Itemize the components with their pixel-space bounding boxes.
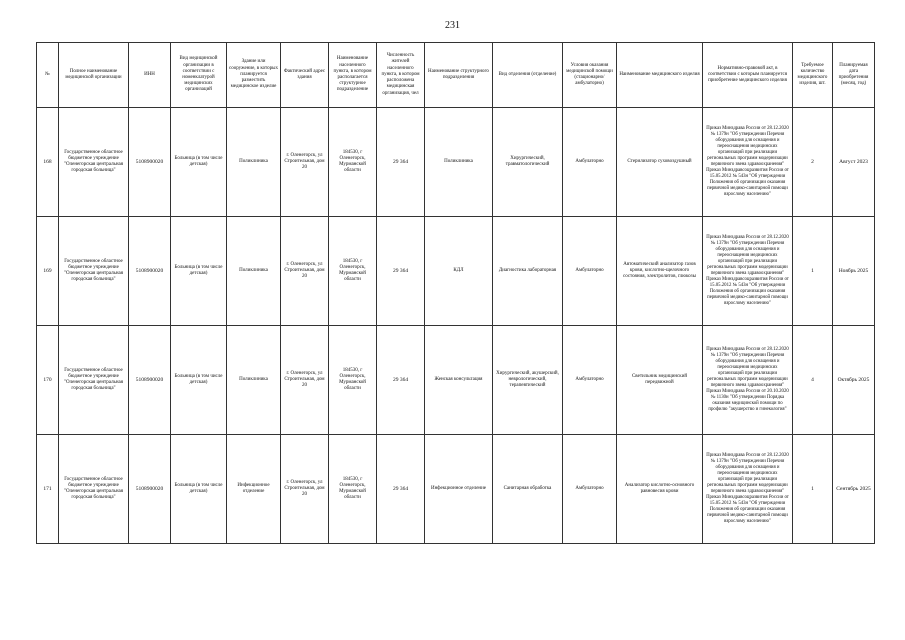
cell-address: г. Оленегорск, ул Строительная, дом 20 <box>281 217 329 326</box>
cell-address: г. Оленегорск, ул Строительная, дом 20 <box>281 435 329 544</box>
cell-device: Стерилизатор суховоздушный <box>617 108 703 217</box>
cell-conditions: Амбулаторно <box>563 108 617 217</box>
cell-qty: 1 <box>793 435 833 544</box>
cell-dept: Хирургический, травматологический <box>493 108 563 217</box>
table-row <box>37 108 875 217</box>
cell-basis: Приказ Минздрава России от 28.12.2020 № 1379н "Об утверждении Перечня оборудования для оснащения и переоснащения медицинских организаций при реализации региональных программ модернизации первичного звена здравоохранения" Приказ Минздравсоцразвития России от 15.05.2012 № 543н "Об утверждении Положения об организации оказания первичной медико-санитарной помощи взрослому населению" <box>703 217 793 326</box>
cell-building: Поликлиника <box>227 108 281 217</box>
cell-num: 170 <box>37 326 59 435</box>
header-conditions: Условия оказания медицинской помощи (стационарно/амбулаторно) <box>563 43 617 108</box>
cell-conditions: Амбулаторно <box>563 326 617 435</box>
cell-building: Поликлиника <box>227 326 281 435</box>
cell-inn: 5108900020 <box>129 108 171 217</box>
table-row <box>37 435 875 544</box>
cell-building: Инфекционное отделение <box>227 435 281 544</box>
cell-org: Государственное областное бюджетное учреждение "Оленегорская центральная городская больница" <box>59 326 129 435</box>
cell-org-type: Больница (в том числе детская) <box>171 435 227 544</box>
header-org: Полное наименование медицинской организации <box>59 43 129 108</box>
header-device: Наименование медицинского изделия <box>617 43 703 108</box>
header-address: Фактический адрес здания <box>281 43 329 108</box>
cell-population: 29 364 <box>377 326 425 435</box>
header-building: Здание или сооружение, в которых планируется разместить медицинское изделие <box>227 43 281 108</box>
cell-org: Государственное областное бюджетное учреждение "Оленегорская центральная городская больница" <box>59 435 129 544</box>
cell-inn: 5108900020 <box>129 217 171 326</box>
cell-qty: 4 <box>793 326 833 435</box>
cell-inn: 5108900020 <box>129 435 171 544</box>
cell-basis: Приказ Минздрава России от 28.12.2020 № 1379н "Об утверждении Перечня оборудования для оснащения и переоснащения медицинских организаций при реализации региональных программ модернизации первичного звена здравоохранения" Приказ Минздравсоцразвития России от 15.05.2012 № 543н "Об утверждении Положения об организации оказания первичной медико-санитарной помощи взрослому населению" <box>703 108 793 217</box>
header-population: Численность жителей населенного пункта, в котором расположена медицинская организация, чел <box>377 43 425 108</box>
header-num: № <box>37 43 59 108</box>
cell-unit: КДЛ <box>425 217 493 326</box>
table-row <box>37 217 875 326</box>
cell-conditions: Амбулаторно <box>563 435 617 544</box>
cell-unit: Поликлиника <box>425 108 493 217</box>
header-settlement: Наименование населенного пункта, в котором располагается структурное подразделение <box>329 43 377 108</box>
header-unit: Наименование структурного подразделения <box>425 43 493 108</box>
cell-population: 29 364 <box>377 435 425 544</box>
cell-qty: 2 <box>793 108 833 217</box>
header-row <box>37 43 875 108</box>
cell-settlement: 184530, г Оленегорск, Мурманской области <box>329 108 377 217</box>
cell-address: г. Оленегорск, ул Строительная, дом 20 <box>281 326 329 435</box>
cell-date: Октябрь 2025 <box>833 326 875 435</box>
cell-num: 171 <box>37 435 59 544</box>
cell-dept: Диагностика лабораторная <box>493 217 563 326</box>
cell-settlement: 184530, г Оленегорск, Мурманской области <box>329 435 377 544</box>
cell-device: Анализатор кислотно-основного равновесия крови <box>617 435 703 544</box>
page-number: 231 <box>445 20 460 31</box>
cell-num: 169 <box>37 217 59 326</box>
cell-dept: Хирургический, акушерский, неврологический, терапевтический <box>493 326 563 435</box>
cell-conditions: Амбулаторно <box>563 217 617 326</box>
cell-basis: Приказ Минздрава России от 28.12.2020 № 1379н "Об утверждении Перечня оборудования для оснащения и переоснащения медицинских организаций при реализации региональных программ модернизации первичного звена здравоохранения" Приказ Минздравсоцразвития России от 15.05.2012 № 543н "Об утверждении Положения об организации оказания первичной медико-санитарной помощи взрослому населению" <box>703 435 793 544</box>
cell-unit: Женская консультация <box>425 326 493 435</box>
cell-address: г. Оленегорск, ул Строительная, дом 20 <box>281 108 329 217</box>
cell-unit: Инфекционное отделение <box>425 435 493 544</box>
cell-org-type: Больница (в том числе детская) <box>171 108 227 217</box>
cell-org-type: Больница (в том числе детская) <box>171 217 227 326</box>
header-date: Планируемая дата приобретения (месяц, год) <box>833 43 875 108</box>
cell-device: Светильник медицинский передвижной <box>617 326 703 435</box>
cell-date: Ноябрь 2025 <box>833 217 875 326</box>
equipment-table <box>36 42 875 544</box>
cell-dept: Санитарная обработка <box>493 435 563 544</box>
cell-inn: 5108900020 <box>129 326 171 435</box>
cell-population: 29 364 <box>377 217 425 326</box>
header-basis: Нормативно-правовой акт, в соответствии с которым планируется приобретение медицинского изделия <box>703 43 793 108</box>
header-dept: Вид отделения (отделение) <box>493 43 563 108</box>
cell-population: 29 364 <box>377 108 425 217</box>
table-header <box>37 43 875 108</box>
cell-device: Автоматический анализатор газов крови, кислотно-щелочного состояния, электролитов, глюкозы <box>617 217 703 326</box>
cell-org-type: Больница (в том числе детская) <box>171 326 227 435</box>
cell-org: Государственное областное бюджетное учреждение "Оленегорская центральная городская больница" <box>59 217 129 326</box>
cell-date: Август 2023 <box>833 108 875 217</box>
cell-settlement: 184530, г Оленегорск, Мурманской области <box>329 326 377 435</box>
cell-basis: Приказ Минздрава России от 28.12.2020 № 1379н "Об утверждении Перечня оборудования для оснащения и переоснащения медицинских организаций при реализации региональных программ модернизации первичного звена здравоохранения" Приказ Минздрава России от 20.10.2020 № 1130н "Об утверждении Порядка оказания медицинской помощи по профилю "акушерство и гинекология" <box>703 326 793 435</box>
table-body <box>37 108 875 544</box>
cell-org: Государственное областное бюджетное учреждение "Оленегорская центральная городская больница" <box>59 108 129 217</box>
cell-qty: 1 <box>793 217 833 326</box>
header-inn: ИНН <box>129 43 171 108</box>
header-qty: Требуемое количество медицинского изделия, шт. <box>793 43 833 108</box>
cell-date: Сентябрь 2025 <box>833 435 875 544</box>
header-org-type: Вид медицинской организации в соответствии с номенклатурой медицинских организаций <box>171 43 227 108</box>
cell-num: 168 <box>37 108 59 217</box>
cell-settlement: 184530, г Оленегорск, Мурманской области <box>329 217 377 326</box>
table-row <box>37 326 875 435</box>
cell-building: Поликлиника <box>227 217 281 326</box>
